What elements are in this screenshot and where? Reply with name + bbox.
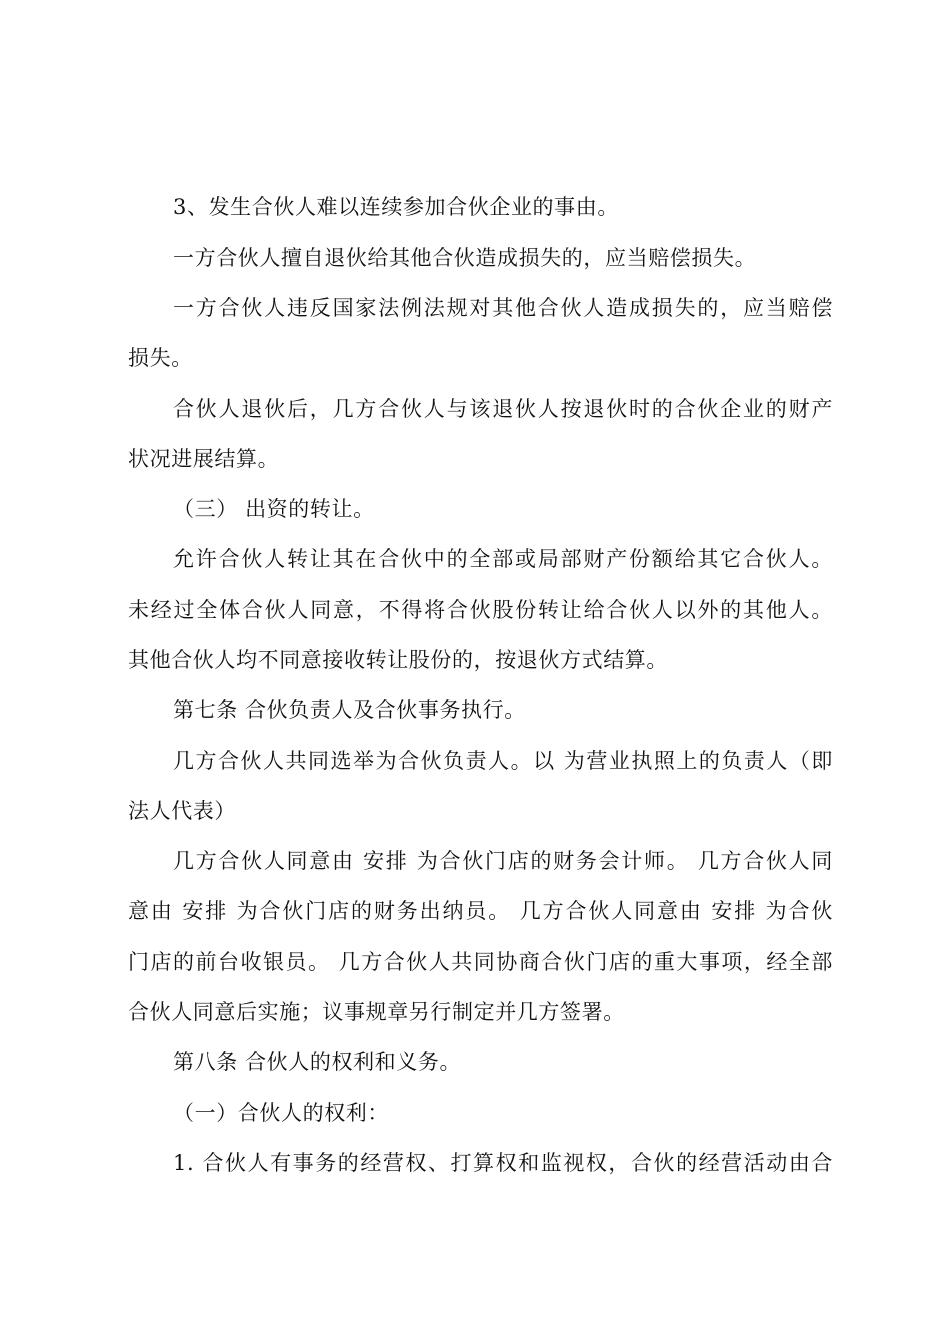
- text-line: 合伙人同意后实施；议事规章另行制定并几方签署。: [128, 1000, 625, 1024]
- article-heading: 第八条 合伙人的权利和义务。: [173, 1050, 462, 1074]
- text-line: 1. 合伙人有事务的经营权、打算权和监视权，合伙的经营活动由合: [173, 1151, 833, 1175]
- text-line: 其他合伙人均不同意接收转让股份的，按退伙方式结算。: [128, 648, 668, 672]
- text-line: 法人代表）: [128, 799, 236, 823]
- text-line: 允许合伙人转让其在合伙中的全部或局部财产份额给其它合伙人。: [173, 547, 833, 571]
- text-line: 几方合伙人同意由 安排 为合伙门店的财务会计师。 几方合伙人同: [173, 849, 833, 873]
- text-line: 3、发生合伙人难以连续参加合伙企业的事由。: [173, 195, 619, 219]
- text-line: 门店的前台收银员。 几方合伙人共同协商合伙门店的重大事项，经全部: [128, 950, 833, 974]
- text-line: 状况进展结算。: [128, 447, 280, 471]
- text-line: 损失。: [128, 346, 193, 370]
- section-heading: （三） 出资的转让。: [173, 497, 375, 521]
- section-heading: （一）合伙人的权利：: [173, 1101, 389, 1125]
- article-heading: 第七条 合伙负责人及合伙事务执行。: [173, 698, 526, 722]
- text-line: 意由 安排 为合伙门店的财务出纳员。 几方合伙人同意由 安排 为合伙: [128, 899, 833, 923]
- text-line: 未经过全体合伙人同意，不得将合伙股份转让给合伙人以外的其他人。: [128, 598, 833, 622]
- text-line: 一方合伙人擅自退伙给其他合伙造成损失的，应当赔偿损失。: [173, 246, 757, 270]
- text-line: 一方合伙人违反国家法例法规对其他合伙人造成损失的，应当赔偿: [173, 296, 833, 320]
- text-line: 几方合伙人共同选举为合伙负责人。以 为营业执照上的负责人（即: [173, 749, 833, 773]
- text-line: 合伙人退伙后，几方合伙人与该退伙人按退伙时的合伙企业的财产: [173, 397, 833, 421]
